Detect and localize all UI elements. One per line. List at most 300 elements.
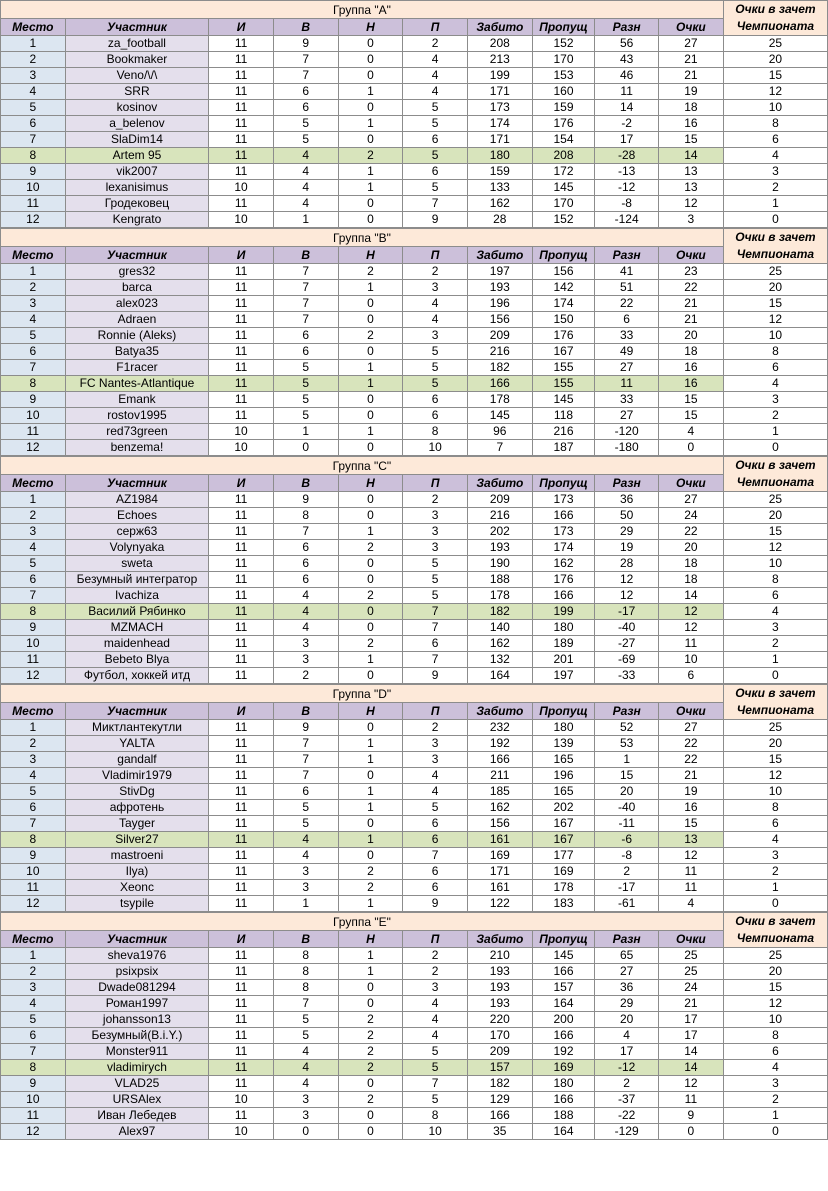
table-row bbox=[1, 360, 828, 376]
cell-championship-points: 1 bbox=[723, 196, 827, 212]
cell-name: kosinov bbox=[65, 100, 209, 116]
cell-games: 11 bbox=[209, 392, 274, 408]
column-header-wins: В bbox=[273, 247, 338, 264]
column-header-scored: Забито bbox=[467, 703, 532, 720]
cell-wins: 7 bbox=[273, 296, 338, 312]
cell-games: 11 bbox=[209, 524, 274, 540]
cell-conceded: 169 bbox=[532, 864, 595, 880]
cell-losses: 5 bbox=[403, 180, 468, 196]
cell-name: Dwade081294 bbox=[65, 980, 209, 996]
cell-conceded: 174 bbox=[532, 540, 595, 556]
cell-wins: 3 bbox=[273, 1108, 338, 1124]
cell-points: 27 bbox=[658, 36, 723, 52]
cell-games: 11 bbox=[209, 1028, 274, 1044]
cell-games: 11 bbox=[209, 848, 274, 864]
cell-difference: 20 bbox=[595, 784, 659, 800]
cell-draws: 0 bbox=[338, 296, 403, 312]
table-row bbox=[1, 588, 828, 604]
cell-conceded: 166 bbox=[532, 1028, 595, 1044]
cell-points: 21 bbox=[658, 312, 723, 328]
cell-place: 9 bbox=[1, 848, 66, 864]
cell-conceded: 118 bbox=[532, 408, 595, 424]
cell-championship-points: 8 bbox=[723, 800, 827, 816]
cell-name: sheva1976 bbox=[65, 948, 209, 964]
cell-championship-points: 4 bbox=[723, 604, 827, 620]
cell-losses: 2 bbox=[403, 492, 468, 508]
group-title: Группа "A" bbox=[1, 1, 724, 19]
cell-difference: 27 bbox=[595, 408, 659, 424]
cell-draws: 2 bbox=[338, 588, 403, 604]
cell-place: 2 bbox=[1, 280, 66, 296]
cell-draws: 1 bbox=[338, 524, 403, 540]
cell-points: 24 bbox=[659, 508, 724, 524]
cell-scored: 173 bbox=[467, 100, 532, 116]
cell-draws: 2 bbox=[338, 880, 403, 896]
cell-wins: 5 bbox=[273, 1012, 338, 1028]
cell-draws: 1 bbox=[338, 784, 403, 800]
group-title: Группа "D" bbox=[1, 685, 724, 703]
cell-points: 6 bbox=[659, 668, 724, 684]
cell-points: 21 bbox=[658, 996, 723, 1012]
cell-name: F1racer bbox=[65, 360, 209, 376]
cell-wins: 3 bbox=[273, 880, 338, 896]
cell-draws: 2 bbox=[338, 148, 403, 164]
cell-scored: 208 bbox=[467, 36, 532, 52]
cell-wins: 1 bbox=[273, 212, 338, 228]
column-header-losses: П bbox=[403, 475, 468, 492]
cell-championship-points: 8 bbox=[723, 116, 827, 132]
cell-losses: 5 bbox=[403, 1044, 468, 1060]
cell-conceded: 180 bbox=[532, 620, 595, 636]
cell-losses: 5 bbox=[403, 1092, 468, 1108]
cell-championship-points: 6 bbox=[723, 132, 827, 148]
cell-scored: 170 bbox=[467, 1028, 532, 1044]
cell-championship-points: 25 bbox=[723, 36, 827, 52]
cell-wins: 4 bbox=[273, 588, 338, 604]
table-row bbox=[1, 264, 828, 280]
cell-wins: 9 bbox=[273, 492, 338, 508]
cell-draws: 2 bbox=[338, 264, 403, 280]
cell-championship-points: 10 bbox=[723, 1012, 827, 1028]
column-header-place: Место bbox=[1, 931, 66, 948]
cell-name: sweta bbox=[65, 556, 209, 572]
cell-scored: 232 bbox=[467, 720, 532, 736]
table-row bbox=[1, 880, 828, 896]
cell-difference: -69 bbox=[595, 652, 659, 668]
cell-games: 10 bbox=[209, 180, 274, 196]
cell-points: 12 bbox=[658, 196, 723, 212]
cell-scored: 196 bbox=[467, 296, 532, 312]
cell-championship-points: 2 bbox=[723, 1092, 827, 1108]
cell-difference: -120 bbox=[595, 424, 659, 440]
cell-place: 1 bbox=[1, 720, 66, 736]
cell-wins: 4 bbox=[273, 148, 338, 164]
table-row bbox=[1, 100, 828, 116]
cell-points: 4 bbox=[659, 896, 724, 912]
cell-losses: 6 bbox=[403, 636, 468, 652]
cell-place: 9 bbox=[1, 620, 66, 636]
table-row bbox=[1, 620, 828, 636]
cell-place: 7 bbox=[1, 816, 66, 832]
cell-losses: 3 bbox=[403, 280, 468, 296]
cell-points: 12 bbox=[658, 1076, 723, 1092]
column-header-games: И bbox=[209, 931, 274, 948]
table-row bbox=[1, 1124, 828, 1140]
table-row bbox=[1, 84, 828, 100]
cell-wins: 2 bbox=[273, 668, 338, 684]
cell-draws: 2 bbox=[338, 1060, 403, 1076]
cell-losses: 4 bbox=[403, 784, 468, 800]
column-header-conceded: Пропущ bbox=[532, 703, 595, 720]
cell-name: Batya35 bbox=[65, 344, 209, 360]
cell-games: 11 bbox=[209, 816, 274, 832]
cell-scored: 182 bbox=[467, 360, 532, 376]
cell-points: 14 bbox=[659, 588, 724, 604]
cell-conceded: 164 bbox=[532, 1124, 595, 1140]
cell-place: 1 bbox=[1, 264, 66, 280]
cell-draws: 2 bbox=[338, 1012, 403, 1028]
column-header-losses: П bbox=[403, 931, 468, 948]
group-table bbox=[0, 912, 828, 1140]
cell-draws: 2 bbox=[338, 540, 403, 556]
cell-name: a_belenov bbox=[65, 116, 209, 132]
cell-conceded: 173 bbox=[532, 492, 595, 508]
cell-losses: 6 bbox=[403, 164, 468, 180]
cell-wins: 4 bbox=[273, 1044, 338, 1060]
table-row bbox=[1, 52, 828, 68]
column-header-row bbox=[1, 931, 828, 948]
cell-wins: 1 bbox=[273, 424, 338, 440]
cell-scored: 132 bbox=[467, 652, 532, 668]
cell-losses: 2 bbox=[403, 720, 468, 736]
cell-championship-points: 10 bbox=[723, 100, 827, 116]
cell-championship-points: 20 bbox=[723, 964, 827, 980]
cell-wins: 4 bbox=[273, 1076, 338, 1092]
cell-losses: 7 bbox=[403, 848, 468, 864]
cell-conceded: 145 bbox=[532, 392, 595, 408]
cell-conceded: 172 bbox=[532, 164, 595, 180]
cell-difference: -40 bbox=[595, 620, 659, 636]
cell-draws: 1 bbox=[338, 164, 403, 180]
cell-games: 11 bbox=[209, 360, 274, 376]
table-row bbox=[1, 572, 828, 588]
table-row bbox=[1, 312, 828, 328]
cell-scored: 216 bbox=[467, 508, 532, 524]
cell-championship-points: 2 bbox=[723, 864, 827, 880]
cell-draws: 1 bbox=[338, 424, 403, 440]
group-title-row bbox=[1, 457, 828, 475]
cell-championship-points: 8 bbox=[723, 344, 827, 360]
cell-place: 10 bbox=[1, 864, 66, 880]
column-header-points: Очки bbox=[659, 475, 724, 492]
cell-points: 10 bbox=[659, 652, 724, 668]
cell-losses: 5 bbox=[403, 556, 468, 572]
cell-place: 10 bbox=[1, 180, 66, 196]
cell-conceded: 145 bbox=[532, 948, 595, 964]
cell-conceded: 173 bbox=[532, 524, 595, 540]
cell-conceded: 200 bbox=[532, 1012, 595, 1028]
cell-points: 20 bbox=[658, 328, 723, 344]
cell-games: 11 bbox=[209, 68, 274, 84]
cell-wins: 6 bbox=[273, 784, 338, 800]
cell-conceded: 202 bbox=[532, 800, 595, 816]
cell-games: 10 bbox=[209, 424, 274, 440]
cell-games: 10 bbox=[209, 1092, 274, 1108]
cell-draws: 0 bbox=[338, 816, 403, 832]
table-row bbox=[1, 424, 828, 440]
cell-difference: 28 bbox=[595, 556, 659, 572]
cell-losses: 10 bbox=[403, 1124, 468, 1140]
cell-draws: 2 bbox=[338, 1092, 403, 1108]
cell-place: 4 bbox=[1, 768, 66, 784]
cell-losses: 8 bbox=[403, 424, 468, 440]
column-header-wins: В bbox=[273, 475, 338, 492]
cell-name: Bebeto Blya bbox=[65, 652, 209, 668]
cell-wins: 4 bbox=[273, 1060, 338, 1076]
table-row bbox=[1, 1060, 828, 1076]
cell-games: 11 bbox=[209, 784, 274, 800]
cell-games: 11 bbox=[209, 896, 274, 912]
cell-place: 6 bbox=[1, 116, 66, 132]
table-row bbox=[1, 344, 828, 360]
cell-games: 11 bbox=[209, 328, 274, 344]
cell-name: Silver27 bbox=[65, 832, 209, 848]
cell-place: 3 bbox=[1, 68, 66, 84]
cell-wins: 6 bbox=[273, 84, 338, 100]
cell-wins: 6 bbox=[273, 328, 338, 344]
cell-championship-points: 4 bbox=[723, 148, 827, 164]
cell-championship-points: 20 bbox=[723, 52, 827, 68]
cell-place: 8 bbox=[1, 604, 66, 620]
cell-draws: 0 bbox=[338, 996, 403, 1012]
cell-scored: 192 bbox=[467, 736, 532, 752]
table-row bbox=[1, 948, 828, 964]
cell-points: 11 bbox=[659, 864, 724, 880]
cell-name: Xeonc bbox=[65, 880, 209, 896]
cell-points: 17 bbox=[658, 1012, 723, 1028]
cell-conceded: 177 bbox=[532, 848, 595, 864]
column-header-row bbox=[1, 703, 828, 720]
cell-wins: 7 bbox=[273, 524, 338, 540]
cell-points: 21 bbox=[658, 68, 723, 84]
cell-name: gandalf bbox=[65, 752, 209, 768]
cell-points: 17 bbox=[658, 1028, 723, 1044]
cell-scored: 164 bbox=[467, 668, 532, 684]
cell-losses: 6 bbox=[403, 816, 468, 832]
column-header-conceded: Пропущ bbox=[532, 475, 595, 492]
cell-wins: 5 bbox=[273, 800, 338, 816]
cell-scored: 171 bbox=[467, 864, 532, 880]
championship-points-header: Очки в зачет Чемпионата bbox=[723, 685, 827, 720]
cell-difference: -180 bbox=[595, 440, 659, 456]
table-row bbox=[1, 408, 828, 424]
cell-place: 1 bbox=[1, 36, 66, 52]
cell-place: 5 bbox=[1, 328, 66, 344]
table-row bbox=[1, 800, 828, 816]
cell-losses: 4 bbox=[403, 68, 468, 84]
cell-draws: 0 bbox=[338, 1108, 403, 1124]
cell-wins: 7 bbox=[273, 768, 338, 784]
cell-draws: 0 bbox=[338, 768, 403, 784]
column-header-place: Место bbox=[1, 247, 66, 264]
cell-conceded: 157 bbox=[532, 980, 595, 996]
cell-place: 12 bbox=[1, 896, 66, 912]
table-row bbox=[1, 524, 828, 540]
cell-losses: 5 bbox=[403, 800, 468, 816]
cell-difference: 2 bbox=[595, 864, 659, 880]
cell-place: 9 bbox=[1, 392, 66, 408]
column-header-difference: Разн bbox=[595, 19, 659, 36]
cell-wins: 5 bbox=[273, 132, 338, 148]
cell-conceded: 170 bbox=[532, 52, 595, 68]
cell-difference: -40 bbox=[595, 800, 659, 816]
cell-points: 16 bbox=[658, 360, 723, 376]
group-title: Группа "C" bbox=[1, 457, 724, 475]
cell-draws: 0 bbox=[338, 604, 403, 620]
cell-place: 8 bbox=[1, 148, 66, 164]
cell-scored: 199 bbox=[467, 68, 532, 84]
cell-scored: 174 bbox=[467, 116, 532, 132]
cell-losses: 7 bbox=[403, 620, 468, 636]
cell-points: 24 bbox=[658, 980, 723, 996]
cell-name: Ronnie (Aleks) bbox=[65, 328, 209, 344]
cell-draws: 1 bbox=[338, 964, 403, 980]
group-table bbox=[0, 0, 828, 228]
cell-draws: 0 bbox=[338, 508, 403, 524]
cell-name: Безумный(B.i.Y.) bbox=[65, 1028, 209, 1044]
cell-difference: 29 bbox=[595, 996, 659, 1012]
cell-losses: 4 bbox=[403, 84, 468, 100]
cell-place: 12 bbox=[1, 440, 66, 456]
cell-name: Tayger bbox=[65, 816, 209, 832]
column-header-name: Участник bbox=[65, 703, 209, 720]
column-header-scored: Забито bbox=[467, 19, 532, 36]
cell-scored: 193 bbox=[467, 980, 532, 996]
cell-draws: 0 bbox=[338, 68, 403, 84]
table-row bbox=[1, 148, 828, 164]
cell-championship-points: 6 bbox=[723, 360, 827, 376]
cell-name: серж63 bbox=[65, 524, 209, 540]
cell-conceded: 139 bbox=[532, 736, 595, 752]
table-row bbox=[1, 68, 828, 84]
cell-name: Безумный интегратор bbox=[65, 572, 209, 588]
cell-conceded: 167 bbox=[532, 832, 595, 848]
cell-championship-points: 25 bbox=[723, 264, 827, 280]
cell-difference: 12 bbox=[595, 572, 659, 588]
column-header-conceded: Пропущ bbox=[532, 931, 595, 948]
cell-games: 11 bbox=[209, 84, 274, 100]
cell-points: 4 bbox=[658, 424, 723, 440]
cell-losses: 2 bbox=[403, 36, 468, 52]
column-header-conceded: Пропущ bbox=[532, 19, 595, 36]
cell-conceded: 160 bbox=[532, 84, 595, 100]
cell-difference: 51 bbox=[595, 280, 659, 296]
cell-games: 11 bbox=[209, 572, 274, 588]
cell-draws: 1 bbox=[338, 180, 403, 196]
cell-conceded: 169 bbox=[532, 1060, 595, 1076]
cell-points: 23 bbox=[658, 264, 723, 280]
cell-wins: 6 bbox=[273, 540, 338, 556]
cell-points: 22 bbox=[659, 736, 724, 752]
table-row bbox=[1, 36, 828, 52]
cell-place: 8 bbox=[1, 376, 66, 392]
cell-wins: 7 bbox=[273, 736, 338, 752]
cell-scored: 156 bbox=[467, 312, 532, 328]
column-header-losses: П bbox=[403, 703, 468, 720]
cell-losses: 3 bbox=[403, 736, 468, 752]
table-row bbox=[1, 508, 828, 524]
cell-wins: 4 bbox=[273, 848, 338, 864]
cell-place: 4 bbox=[1, 540, 66, 556]
cell-scored: 122 bbox=[467, 896, 532, 912]
cell-conceded: 189 bbox=[532, 636, 595, 652]
cell-losses: 3 bbox=[403, 508, 468, 524]
cell-losses: 5 bbox=[403, 116, 468, 132]
group-title: Группа "B" bbox=[1, 229, 724, 247]
cell-scored: 209 bbox=[467, 492, 532, 508]
cell-draws: 0 bbox=[338, 620, 403, 636]
table-row bbox=[1, 1092, 828, 1108]
cell-scored: 216 bbox=[467, 344, 532, 360]
cell-championship-points: 6 bbox=[723, 588, 827, 604]
cell-wins: 0 bbox=[273, 440, 338, 456]
cell-difference: 2 bbox=[595, 1076, 659, 1092]
cell-scored: 171 bbox=[467, 132, 532, 148]
cell-difference: 65 bbox=[595, 948, 659, 964]
cell-championship-points: 12 bbox=[723, 84, 827, 100]
cell-losses: 4 bbox=[403, 768, 468, 784]
cell-name: mastroeni bbox=[65, 848, 209, 864]
table-row bbox=[1, 164, 828, 180]
cell-difference: 15 bbox=[595, 768, 659, 784]
cell-draws: 0 bbox=[338, 344, 403, 360]
column-header-draws: Н bbox=[338, 475, 403, 492]
cell-difference: -27 bbox=[595, 636, 659, 652]
cell-scored: 213 bbox=[467, 52, 532, 68]
cell-name: YALTA bbox=[65, 736, 209, 752]
cell-name: SRR bbox=[65, 84, 209, 100]
cell-championship-points: 12 bbox=[723, 312, 827, 328]
cell-name: AZ1984 bbox=[65, 492, 209, 508]
cell-losses: 6 bbox=[403, 392, 468, 408]
cell-difference: -22 bbox=[595, 1108, 659, 1124]
cell-losses: 7 bbox=[403, 652, 468, 668]
cell-championship-points: 20 bbox=[723, 508, 827, 524]
cell-wins: 8 bbox=[273, 964, 338, 980]
cell-championship-points: 3 bbox=[723, 620, 827, 636]
cell-name: Иван Лебедев bbox=[65, 1108, 209, 1124]
table-row bbox=[1, 816, 828, 832]
cell-place: 3 bbox=[1, 524, 66, 540]
cell-championship-points: 3 bbox=[723, 1076, 827, 1092]
table-row bbox=[1, 668, 828, 684]
column-header-games: И bbox=[209, 19, 274, 36]
cell-wins: 3 bbox=[273, 864, 338, 880]
cell-name: gres32 bbox=[65, 264, 209, 280]
table-row bbox=[1, 280, 828, 296]
table-row bbox=[1, 832, 828, 848]
column-header-difference: Разн bbox=[595, 703, 659, 720]
cell-games: 11 bbox=[209, 1108, 274, 1124]
column-header-draws: Н bbox=[338, 703, 403, 720]
cell-wins: 1 bbox=[273, 896, 338, 912]
cell-place: 11 bbox=[1, 880, 66, 896]
cell-conceded: 167 bbox=[532, 816, 595, 832]
cell-place: 1 bbox=[1, 492, 66, 508]
column-header-row bbox=[1, 19, 828, 36]
cell-losses: 6 bbox=[403, 880, 468, 896]
cell-wins: 6 bbox=[273, 556, 338, 572]
